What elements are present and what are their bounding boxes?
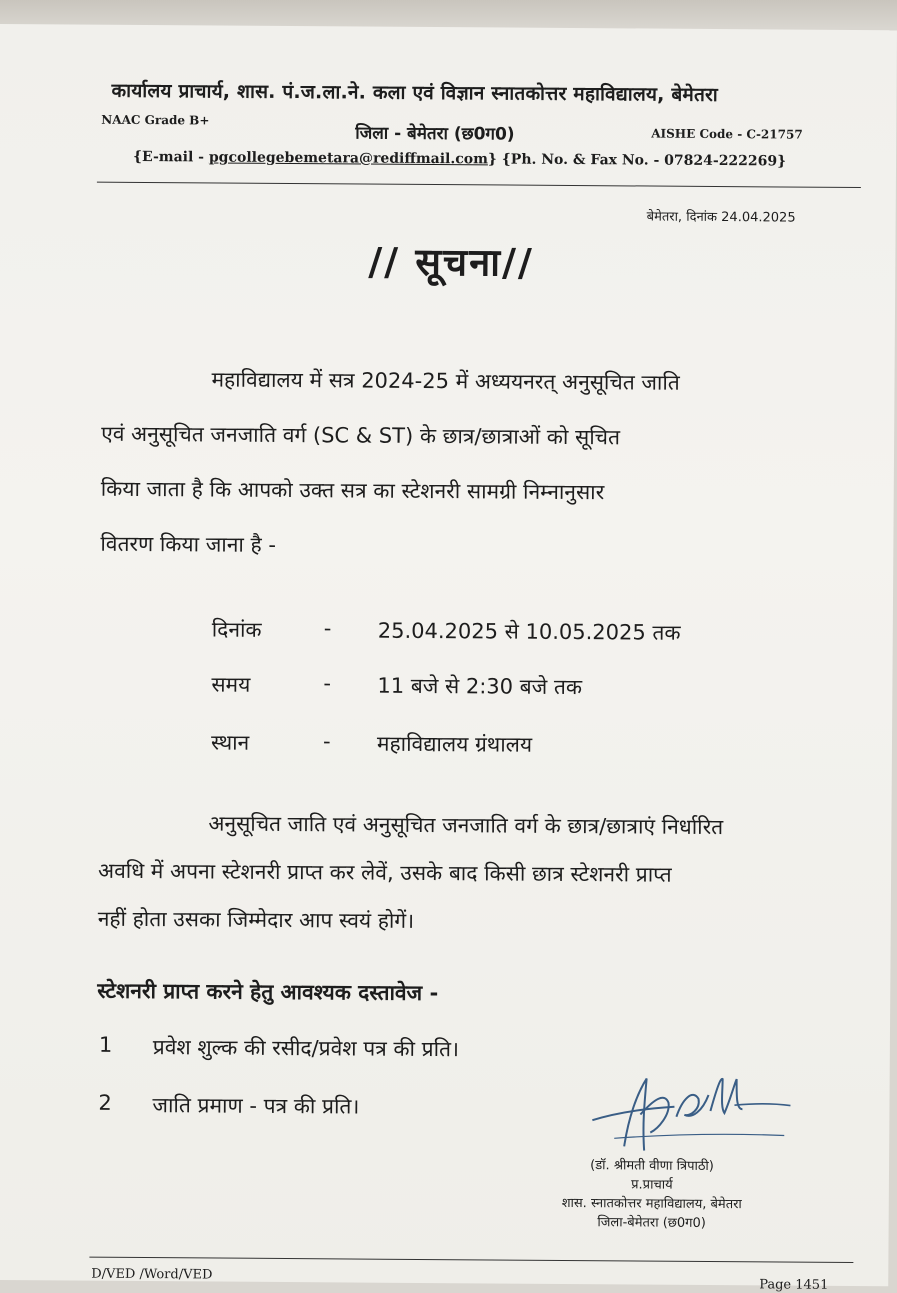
header-divider (97, 182, 861, 188)
footer-divider (89, 1257, 853, 1263)
detail-label: स्थान (210, 730, 250, 755)
detail-value: महाविद्यालय ग्रंथालय (376, 731, 533, 757)
issue-date: बेमेतरा, दिनांक 24.04.2025 (646, 209, 796, 226)
instruction-line: अनुसूचित जाति एवं अनुसूचित जनजाति वर्ग के छात्र/छात्राएं निर्धारित (208, 811, 724, 840)
page-top-shadow (0, 0, 897, 28)
document-number: 2 (98, 1090, 112, 1115)
page-number: Page 1451 (759, 1277, 829, 1293)
detail-dash: - (323, 671, 332, 696)
documents-heading: स्टेशनरी प्राप्त करने हेतु आवश्यक दस्तावेज - (97, 978, 439, 1006)
signatory-district: जिला-बेमेतरा (छ0ग0) (597, 1215, 706, 1231)
instruction-line: अवधि में अपना स्टेशनरी प्राप्त कर लेवें, उसके बाद किसी छात्र स्टेशनरी प्राप्त (98, 858, 672, 887)
detail-dash: - (323, 616, 332, 641)
signatory-name: (डॉ. श्रीमती वीणा त्रिपाठी) (590, 1158, 714, 1175)
document-text: प्रवेश शुल्क की रसीद/प्रवेश पत्र की प्रति। (152, 1035, 460, 1062)
district-line: जिला - बेमेतरा (छ0ग0) (355, 123, 515, 145)
detail-dash: - (322, 729, 331, 754)
email-address: pgcollegebemetara@rediffmail.com (208, 149, 488, 168)
handwritten-signature (584, 1058, 795, 1159)
notice-document (0, 24, 897, 1293)
intro-line: किया जाता है कि आपको उक्त सत्र का स्टेशनरी सामग्री निम्नानुसार (100, 476, 605, 505)
intro-paragraph (100, 361, 862, 586)
notice-title: // सूचना// (368, 239, 534, 285)
detail-label: समय (211, 672, 251, 697)
intro-line: वितरण किया जाना है - (100, 531, 277, 557)
email-prefix: {E-mail - (133, 148, 209, 166)
office-header-line: कार्यालय प्राचार्य, शास. पं.ज.ला.ने. कला एवं विज्ञान स्नातकोत्तर महाविद्यालय, बेमेतरा (111, 79, 719, 107)
contact-line (133, 149, 786, 170)
phone-fax: } {Ph. No. & Fax No. - 07824-222269} (487, 151, 787, 170)
instruction-paragraph (98, 805, 869, 954)
signatory-designation: प्र.प्राचार्य (631, 1177, 673, 1193)
detail-value: 11 बजे से 2:30 बजे तक (377, 673, 583, 700)
detail-label: दिनांक (211, 617, 262, 642)
instruction-line: नहीं होता उसका जिम्मेदार आप स्वयं होगें। (97, 906, 415, 933)
intro-line: महाविद्यालय में सत्र 2024-25 में अध्ययनरत् अनुसूचित जाति (211, 367, 680, 395)
document-text: जाति प्रमाण - पत्र की प्रति। (152, 1093, 360, 1119)
intro-line: एवं अनुसूचित जनजाति वर्ग (SC & ST) के छात्र/छात्राओं को सूचित (101, 421, 621, 450)
signatory-institution: शास. स्नातकोत्तर महाविद्यालय, बेमेतरा (561, 1195, 742, 1213)
footer-reference: D/VED /Word/VED (91, 1266, 213, 1283)
detail-value: 25.04.2025 से 10.05.2025 तक (377, 618, 681, 645)
document-number: 1 (98, 1032, 113, 1057)
signatory-block (512, 1156, 793, 1234)
naac-grade: NAAC Grade B+ (101, 112, 210, 128)
aishe-code: AISHE Code - C-21757 (651, 126, 803, 142)
